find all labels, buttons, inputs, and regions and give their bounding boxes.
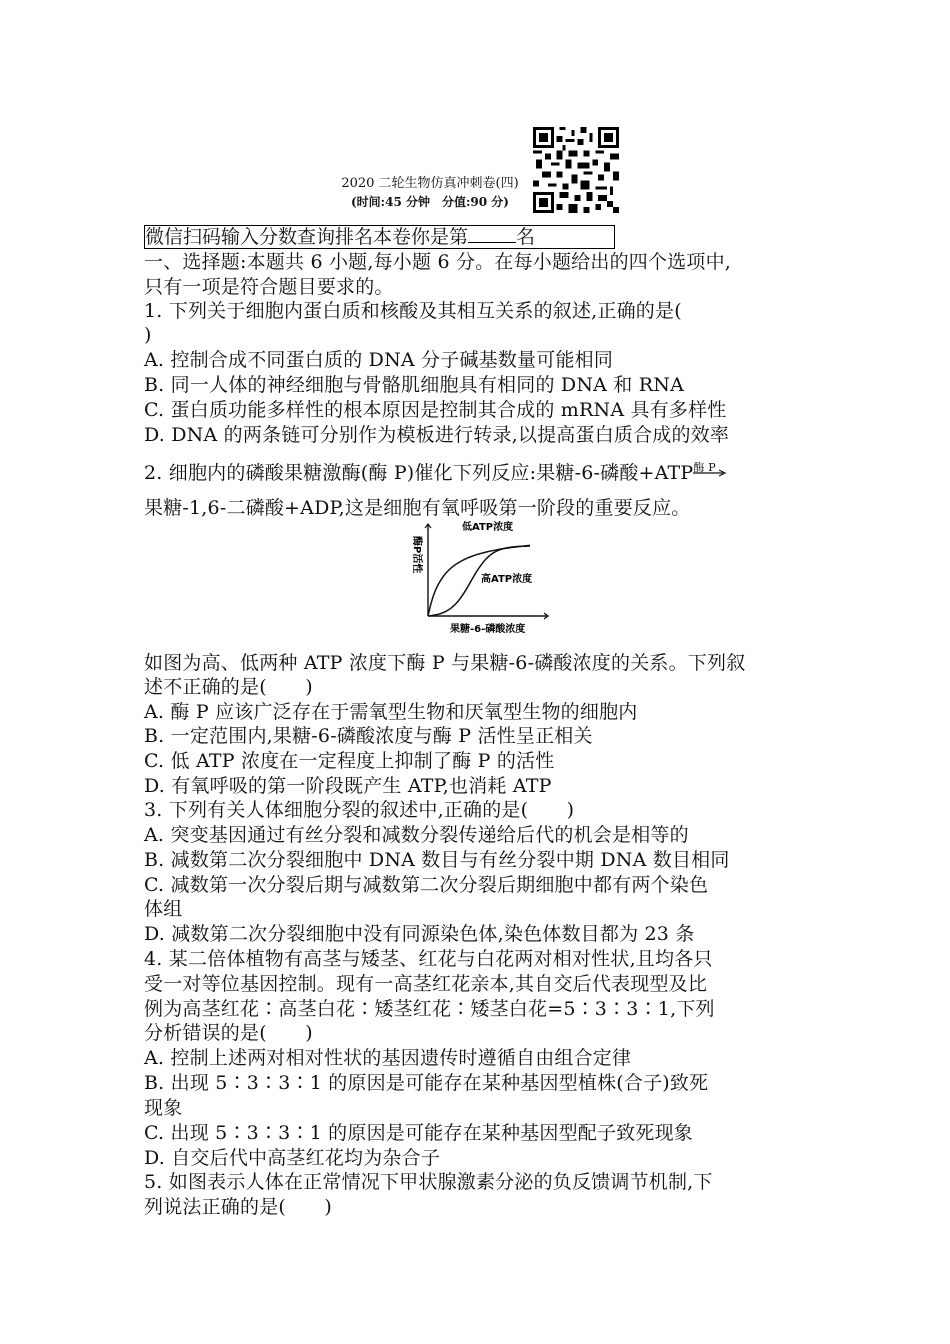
exam-header: [330, 175, 530, 211]
q2-stem-4: 述不正确的是( ): [144, 676, 313, 698]
reaction-arrow: [693, 459, 727, 479]
q2-option-b: B. 一定范围内,果糖-6-磷酸浓度与酶 P 活性呈正相关: [144, 725, 593, 747]
y-axis-label: 酶P活性: [411, 536, 422, 574]
q4-stem-3: 例为高茎红花∶高茎白花∶矮茎红花∶矮茎白花=5∶3∶3∶1,下列: [144, 998, 715, 1020]
right-arrow-icon: [693, 469, 727, 477]
q2-stem-text: 2. 细胞内的磷酸果糖激酶(酶 P)催化下列反应:果糖-6-磷酸+ATP: [144, 462, 694, 484]
q1-option-d: D. DNA 的两条链可分别作为模板进行转录,以提高蛋白质合成的效率: [144, 424, 730, 446]
q2-option-c: C. 低 ATP 浓度在一定程度上抑制了酶 P 的活性: [144, 750, 555, 772]
q1-option-b: B. 同一人体的神经细胞与骨骼肌细胞具有相同的 DNA 和 RNA: [144, 374, 684, 396]
q4-option-c: C. 出现 5∶3∶3∶1 的原因是可能存在某种基因型配子致死现象: [144, 1122, 693, 1144]
section-heading-line1: 一、选择题:本题共 6 小题,每小题 6 分。在每小题给出的四个选项中,: [144, 251, 732, 273]
q5-stem-1: 5. 如图表示人体在正常情况下甲状腺激素分泌的负反馈调节机制,下: [144, 1171, 713, 1193]
qr-code-icon[interactable]: [531, 127, 621, 213]
q3-option-a: A. 突变基因通过有丝分裂和减数分裂传递给后代的机会是相等的: [144, 824, 689, 846]
exam-subtitle: (时间:45 分钟 分值:90 分): [351, 195, 509, 209]
arrow-enzyme-label: 酶 P: [693, 461, 716, 474]
q2-stem: [144, 459, 727, 486]
q4-option-b: B. 出现 5∶3∶3∶1 的原因是可能存在某种基因型植株(合子)致死: [144, 1072, 709, 1094]
q2-option-d: D. 有氧呼吸的第一阶段既产生 ATP,也消耗 ATP: [144, 775, 552, 797]
rank-blank[interactable]: [468, 226, 516, 243]
q2-stem-2: 果糖-1,6-二磷酸+ADP,这是细胞有氧呼吸第一阶段的重要反应。: [144, 497, 691, 519]
q4-option-d: D. 自交后代中高茎红花均为杂合子: [144, 1147, 441, 1169]
section-heading-line2: 只有一项是符合题目要求的。: [144, 276, 394, 298]
q4-option-a: A. 控制上述两对相对性状的基因遗传时遵循自由组合定律: [144, 1047, 632, 1069]
rank-suffix: 名: [516, 226, 536, 248]
q3-option-c-cont: 体组: [144, 898, 183, 920]
q4-stem-4: 分析错误的是( ): [144, 1022, 313, 1044]
q2-option-a: A. 酶 P 应该广泛存在于需氧型生物和厌氧型生物的细胞内: [144, 701, 638, 723]
exam-title: 2020 二轮生物仿真冲刺卷(四): [341, 176, 519, 191]
q1-option-a: A. 控制合成不同蛋白质的 DNA 分子碱基数量可能相同: [144, 349, 614, 371]
q5-stem-2: 列说法正确的是( ): [144, 1196, 333, 1218]
low-atp-label: 低ATP浓度: [462, 522, 514, 533]
q1-stem: 1. 下列关于细胞内蛋白质和核酸及其相互关系的叙述,正确的是(: [144, 300, 682, 322]
q3-option-d: D. 减数第二次分裂细胞中没有同源染色体,染色体数目都为 23 条: [144, 923, 695, 945]
enzyme-activity-chart: [400, 520, 550, 640]
high-atp-label: 高ATP浓度: [481, 574, 533, 585]
q3-option-b: B. 减数第二次分裂细胞中 DNA 数目与有丝分裂中期 DNA 数目相同: [144, 849, 730, 871]
q3-stem: 3. 下列有关人体细胞分裂的叙述中,正确的是( ): [144, 799, 575, 821]
q2-stem-3: 如图为高、低两种 ATP 浓度下酶 P 与果糖-6-磷酸浓度的关系。下列叙: [144, 652, 746, 674]
rank-prefix: 微信扫码输入分数查询排名本卷你是第: [145, 226, 469, 248]
q4-option-b-cont: 现象: [144, 1097, 183, 1119]
q3-option-c: C. 减数第一次分裂后期与减数第二次分裂后期细胞中都有两个染色: [144, 874, 709, 896]
q1-stem-cont: ): [144, 324, 152, 346]
x-axis-label: 果糖-6-磷酸浓度: [450, 624, 526, 635]
q4-stem-1: 4. 某二倍体植物有高茎与矮茎、红花与白花两对相对性状,且均各只: [144, 948, 713, 970]
q1-option-c: C. 蛋白质功能多样性的根本原因是控制其合成的 mRNA 具有多样性: [144, 399, 727, 421]
q4-stem-2: 受一对等位基因控制。现有一高茎红花亲本,其自交后代表现型及比: [144, 973, 708, 995]
rank-query-box: [144, 225, 615, 249]
